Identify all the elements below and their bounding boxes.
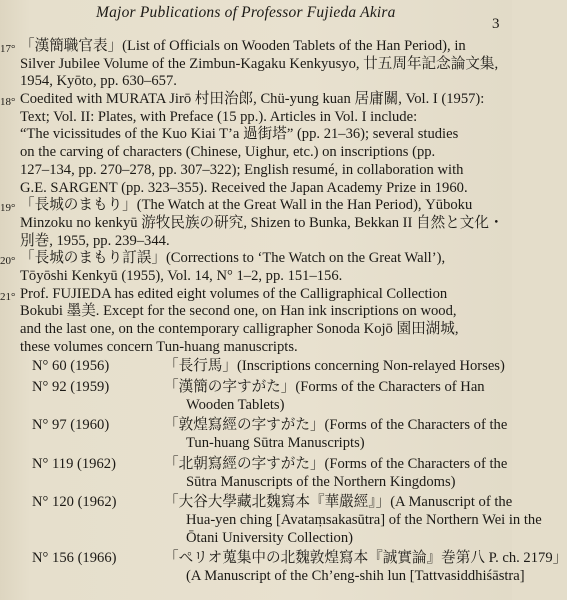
entry-number: 21° [0,290,16,303]
volume-number: N° 92 (1959) [32,379,110,396]
entry-text-line: 127–134, pp. 270–278, pp. 307–322); English resumé, in collaboration with [20,161,464,178]
publication-entry [0,38,512,91]
entry-text-line: 「漢簡職官表」(List of Officials on Wooden Tablets of the Han Period), in [20,38,466,54]
volume-number: N° 156 (1966) [32,550,117,567]
volume-description-line: Hua-yen ching [Avataṃsakasūtra] of the Northern Wei in the [186,511,542,528]
volume-description-line: Ōtani University Collection) [186,529,353,546]
publication-entry [0,286,512,357]
entry-text-line: Bokubi 墨美. Except for the second one, on Han ink inscriptions on wood, [20,303,457,320]
entry-text-line: and the last one, on the contemporary calligrapher Sonoda Kojō 園田湖城, [20,321,459,337]
entry-text-line: 「長城のまもり訂誤」(Corrections to ‘The Watch on the Great Wall’), [20,250,446,267]
entry-text-line: 別巻, 1955, pp. 239–344. [20,232,170,249]
entry-number: 19° [0,202,16,215]
volume-description-line: 「長行馬」(Inscriptions concerning Non-relayed Horses) [164,358,505,375]
volume-description-line: 「漢簡の字すがた」(Forms of the Characters of Han [164,379,485,396]
bokubi-volume-list [0,358,567,585]
entry-text-line: 1954, Kyōto, pp. 630–657. [20,73,177,90]
volume-description-line: (A Manuscript of the Ch’eng-shih lun [Tattvasiddhiśāstra] [186,567,525,584]
volume-number: N° 60 (1956) [32,358,110,375]
volume-description-line: 「ぺリオ蒐集中の北魏敦煌寫本『誠實論』巻第八 P. ch. 2179」 [164,550,567,567]
entry-number: 20° [0,255,16,268]
volume-item [0,494,542,547]
volume-description-line: Tun-huang Sūtra Manuscripts) [186,435,365,452]
page-header [0,2,512,32]
entry-text-line: Tōyōshi Kenkyū (1955), Vol. 14, N° 1–2, pp. 151–156. [20,267,343,284]
entry-number: 18° [0,96,16,109]
entry-text-line: Coedited with MURATA Jirō 村田治郎, Chü-yung kuan 居庸關, Vol. I (1957): [20,91,485,108]
entry-text-line: Text; Vol. II: Plates, with Preface (15 pp.). Articles in Vol. I include: [20,108,418,125]
volume-item [0,379,512,414]
volume-description-line: 「敦煌寫經の字すがた」(Forms of the Characters of the [164,417,508,434]
entries [0,38,512,356]
entry-number: 17° [0,43,16,55]
volume-item [0,550,567,585]
volume-description-line: 「大谷大學藏北魏寫本『華嚴經』」(A Manuscript of the [164,494,513,511]
volume-item [0,417,512,452]
volume-description-line: 「北朝寫經の字すがた」(Forms of the Characters of the [164,455,508,472]
publication-entry [0,91,512,197]
running-title: Major Publications of Professor Fujieda Akira [96,4,396,21]
entry-text-line: 「長城のまもり」(The Watch at the Great Wall in the Han Period), Yūboku [20,197,473,214]
entry-text-line: “The vicissitudes of the Kuo Kiai T’a 過街塔” (pp. 21–36); several studies [20,126,459,143]
volume-number: N° 120 (1962) [32,494,117,511]
volume-number: N° 97 (1960) [32,417,110,434]
entry-text-line: Prof. FUJIEDA has edited eight volumes of the Calligraphical Collection [20,285,448,302]
volume-description-line: Wooden Tablets) [186,396,285,413]
entry-text-line: Silver Jubilee Volume of the Zimbun-Kagaku Kenkyusyo, 廿五周年記念論文集, [20,55,499,72]
entry-text-line: these volumes concern Tun-huang manuscripts. [20,338,298,355]
page-number: 3 [492,16,500,32]
publication-entry [0,197,512,250]
entry-text-line: on the carving of characters (Chinese, Uighur, etc.) on inscriptions (pp. [20,144,436,161]
volume-item [0,456,512,491]
publication-list [0,38,567,589]
volume-description-line: Sūtra Manuscripts of the Northern Kingdoms) [186,473,456,490]
entry-text-line: Minzoku no kenkyū 游牧民族の研究, Shizen to Bunka, Bekkan II 自然と文化・ [20,214,504,231]
volume-number: N° 119 (1962) [32,455,116,472]
entry-text-line: G.E. SARGENT (pp. 323–355). Received the Japan Academy Prize in 1960. [20,179,468,196]
volume-item [0,358,512,376]
publication-entry [0,250,512,285]
